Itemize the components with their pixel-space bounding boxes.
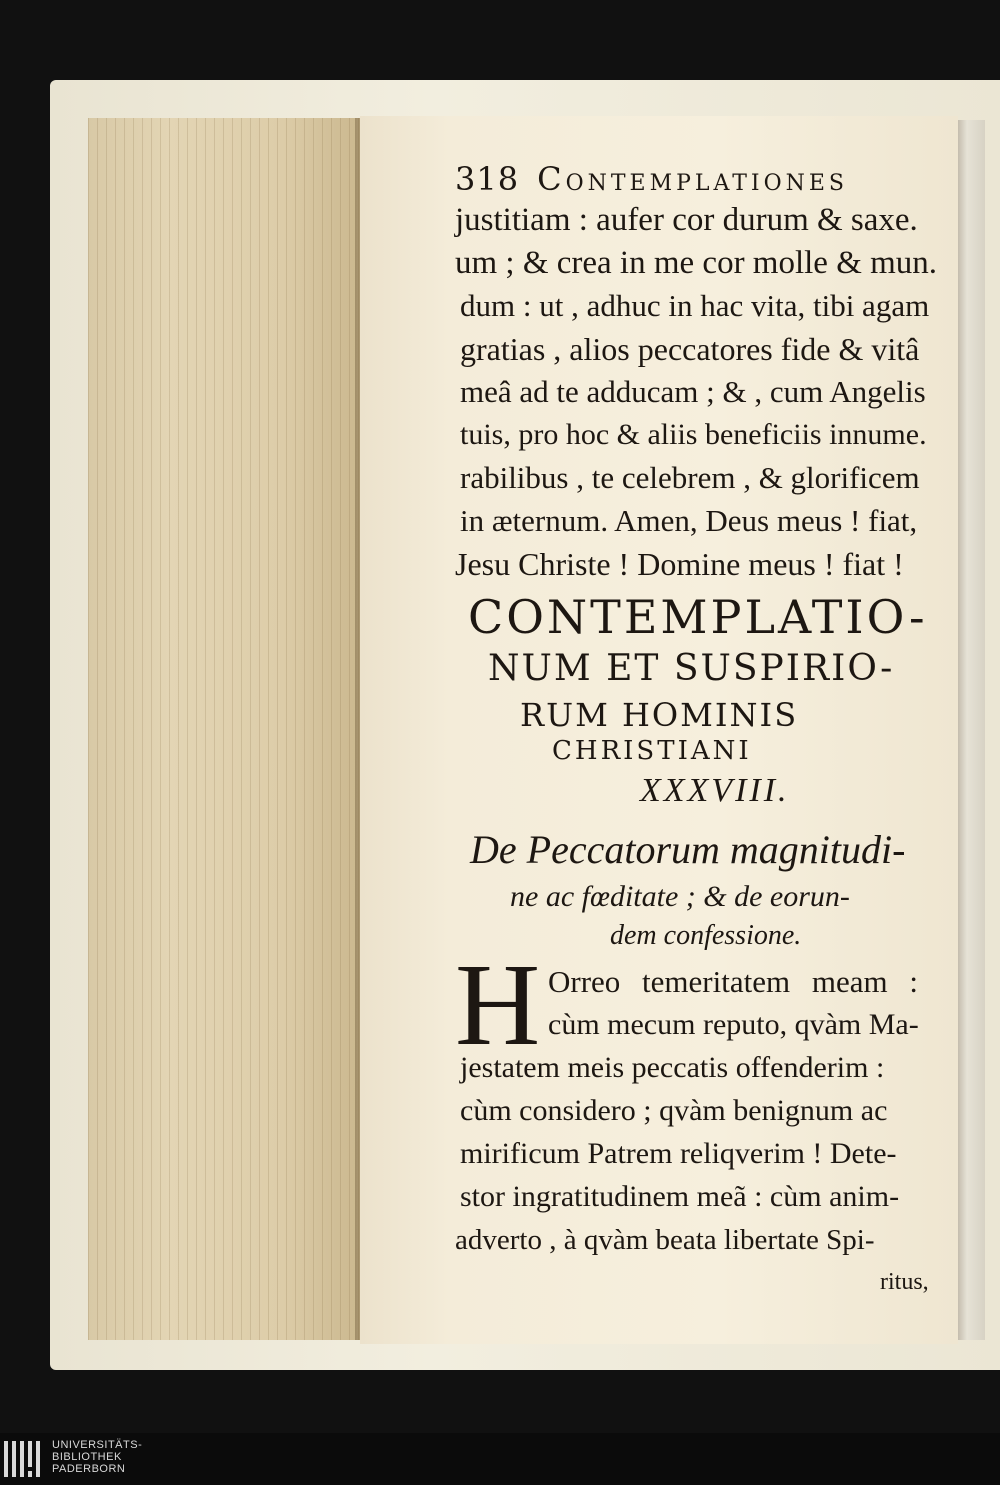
running-title: Contemplationes bbox=[537, 160, 848, 198]
text-line: dum : ut , adhuc in hac vita, tibi agam bbox=[460, 288, 930, 323]
text-line: Orreo temeritatem meam : bbox=[548, 964, 918, 999]
logo-line: UNIVERSITÄTS- bbox=[52, 1439, 143, 1451]
subtitle-line: De Peccatorum magnitudi- bbox=[470, 827, 906, 872]
catchword: ritus, bbox=[880, 1269, 929, 1295]
text-line: Jesu Christe ! Domine meus ! fiat ! bbox=[455, 546, 904, 582]
heading-line: CONTEMPLATIO- bbox=[468, 590, 928, 644]
logo-line: PADERBORN bbox=[52, 1463, 126, 1475]
drop-cap: H bbox=[455, 939, 541, 1070]
running-head bbox=[455, 160, 848, 198]
subtitle-line: dem confessione. bbox=[610, 920, 802, 951]
heading-line: CHRISTIANI bbox=[552, 736, 752, 766]
text-line: cùm considero ; qvàm benignum ac bbox=[460, 1094, 888, 1127]
text-line: rabilibus , te celebrem , & glorificem bbox=[460, 460, 920, 495]
heading-line: NUM ET SUSPIRIO- bbox=[488, 648, 895, 689]
heading-line: RUM HOMINIS bbox=[520, 696, 799, 734]
text-line: gratias , alios peccatores fide & vitâ bbox=[460, 331, 920, 367]
subtitle-line: ne ac fœditate ; & de eorun- bbox=[510, 880, 850, 913]
heading-number: XXXVIII. bbox=[640, 772, 790, 809]
text-line: meâ ad te adducam ; & , cum Angelis bbox=[460, 374, 926, 409]
text-line: mirificum Patrem reliqverim ! Dete- bbox=[460, 1137, 897, 1170]
text-line: in æternum. Amen, Deus meus ! fiat, bbox=[460, 503, 918, 538]
library-logo-icon bbox=[4, 1441, 44, 1477]
facing-page-edge bbox=[955, 120, 985, 1340]
text-line: tuis, pro hoc & aliis beneficiis innume. bbox=[460, 418, 927, 451]
text-line: jestatem meis peccatis offenderim : bbox=[460, 1051, 885, 1084]
footer-bar bbox=[0, 1433, 1000, 1485]
text-line: um ; & crea in me cor molle & mun. bbox=[455, 245, 938, 281]
logo-line: BIBLIOTHEK bbox=[52, 1451, 122, 1463]
page-edges bbox=[88, 118, 360, 1340]
text-line: adverto , à qvàm beata libertate Spi- bbox=[455, 1224, 875, 1256]
library-logo-text bbox=[52, 1439, 142, 1475]
text-line: cùm mecum reputo, qvàm Ma- bbox=[548, 1008, 919, 1041]
page-number: 318 bbox=[455, 160, 520, 198]
text-line: stor ingratitudinem meã : cùm anim- bbox=[460, 1180, 900, 1213]
text-line: justitiam : aufer cor durum & saxe. bbox=[455, 202, 918, 238]
